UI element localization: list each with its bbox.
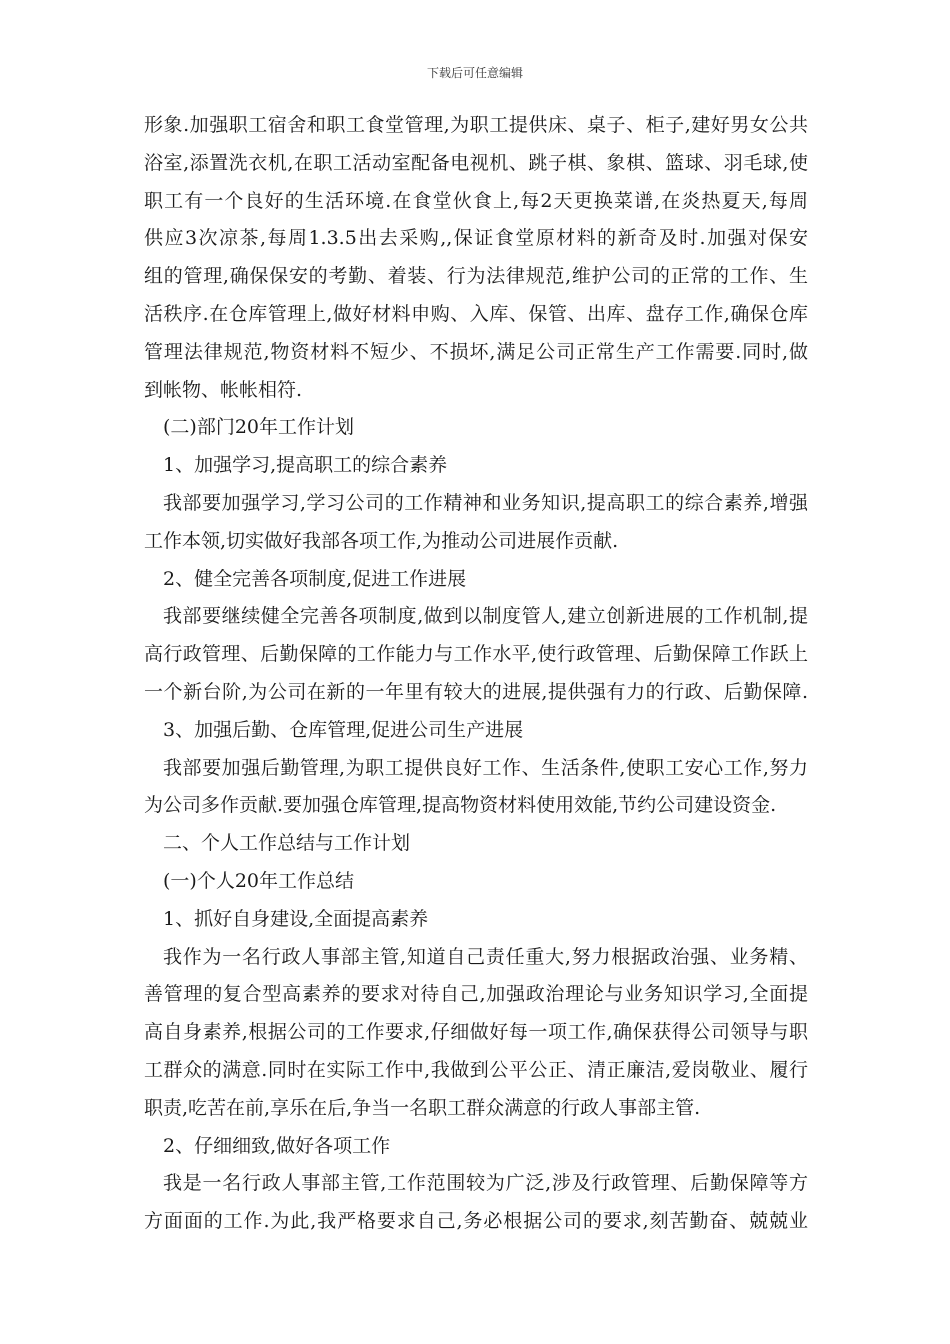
text-line: 到帐物、帐帐相符. xyxy=(144,378,303,401)
text-line: 我作为一名行政人事部主管,知道自己责任重大,努力根据政治强、业务精、 xyxy=(163,945,808,968)
text-line: 我部要继续健全完善各项制度,做到以制度管人,建立创新进展的工作机制,提 xyxy=(163,605,808,628)
section-heading: 1、抓好自身建设,全面提高素养 xyxy=(163,907,429,930)
section-heading: (一)个人20年工作总结 xyxy=(163,869,355,892)
text-line: 我部要加强学习,学习公司的工作精神和业务知识,提高职工的综合素养,增强 xyxy=(163,491,808,514)
text-line: 为公司多作贡献.要加强仓库管理,提高物资材料使用效能,节约公司建设资金. xyxy=(144,794,777,817)
text-line: 我部要加强后勤管理,为职工提供良好工作、生活条件,使职工安心工作,努力 xyxy=(163,756,808,779)
section-heading: 二、个人工作总结与工作计划 xyxy=(163,832,411,855)
text-line: 浴室,添置洗衣机,在职工活动室配备电视机、跳子棋、象棋、篮球、羽毛球,使 xyxy=(144,151,808,174)
text-line: 高行政管理、后勤保障的工作能力与工作水平,使行政管理、后勤保障工作跃上 xyxy=(144,643,808,666)
text-line: 供应3次凉茶,每周1.3.5出去采购,,保证食堂原材料的新奇及时.加强对保安 xyxy=(144,227,808,250)
text-line: 一个新台阶,为公司在新的一年里有较大的进展,提供强有力的行政、后勤保障. xyxy=(144,680,808,703)
section-heading: 3、加强后勤、仓库管理,促进公司生产进展 xyxy=(163,718,524,741)
text-line: 工作本领,切实做好我部各项工作,为推动公司进展作贡献. xyxy=(144,529,619,552)
text-line: 工群众的满意.同时在实际工作中,我做到公平公正、清正廉洁,爱岗敬业、履行 xyxy=(144,1058,808,1081)
text-line: 善管理的复合型高素养的要求对待自己,加强政治理论与业务知识学习,全面提 xyxy=(144,983,808,1006)
text-line: 活秩序.在仓库管理上,做好材料申购、入库、保管、出库、盘存工作,确保仓库 xyxy=(144,302,808,325)
page-header: 下载后可任意编辑 xyxy=(426,66,523,80)
text-line: 我是一名行政人事部主管,工作范围较为广泛,涉及行政管理、后勤保障等方 xyxy=(163,1172,808,1195)
text-line: 组的管理,确保保安的考勤、着装、行为法律规范,维护公司的正常的工作、生 xyxy=(144,265,808,288)
text-line: 形象.加强职工宿舍和职工食堂管理,为职工提供床、桌子、柜子,建好男女公共 xyxy=(144,114,808,136)
text-line: 方面面的工作.为此,我严格要求自己,务必根据公司的要求,刻苦勤奋、兢兢业 xyxy=(144,1210,808,1233)
document-body xyxy=(144,107,808,1241)
section-heading: 1、加强学习,提高职工的综合素养 xyxy=(163,454,448,477)
text-line: 职责,吃苦在前,享乐在后,争当一名职工群众满意的行政人事部主管. xyxy=(144,1096,701,1119)
text-line: 职工有一个良好的生活环境.在食堂伙食上,每2天更换菜谱,在炎热夏天,每周 xyxy=(144,189,808,212)
section-heading: 2、健全完善各项制度,促进工作进展 xyxy=(163,567,467,590)
section-heading: 2、仔细细致,做好各项工作 xyxy=(163,1134,391,1157)
text-line: 高自身素养,根据公司的工作要求,仔细做好每一项工作,确保获得公司领导与职 xyxy=(144,1021,808,1044)
section-heading: (二)部门20年工作计划 xyxy=(163,416,355,439)
text-line: 管理法律规范,物资材料不短少、不损坏,满足公司正常生产工作需要.同时,做 xyxy=(144,340,808,363)
